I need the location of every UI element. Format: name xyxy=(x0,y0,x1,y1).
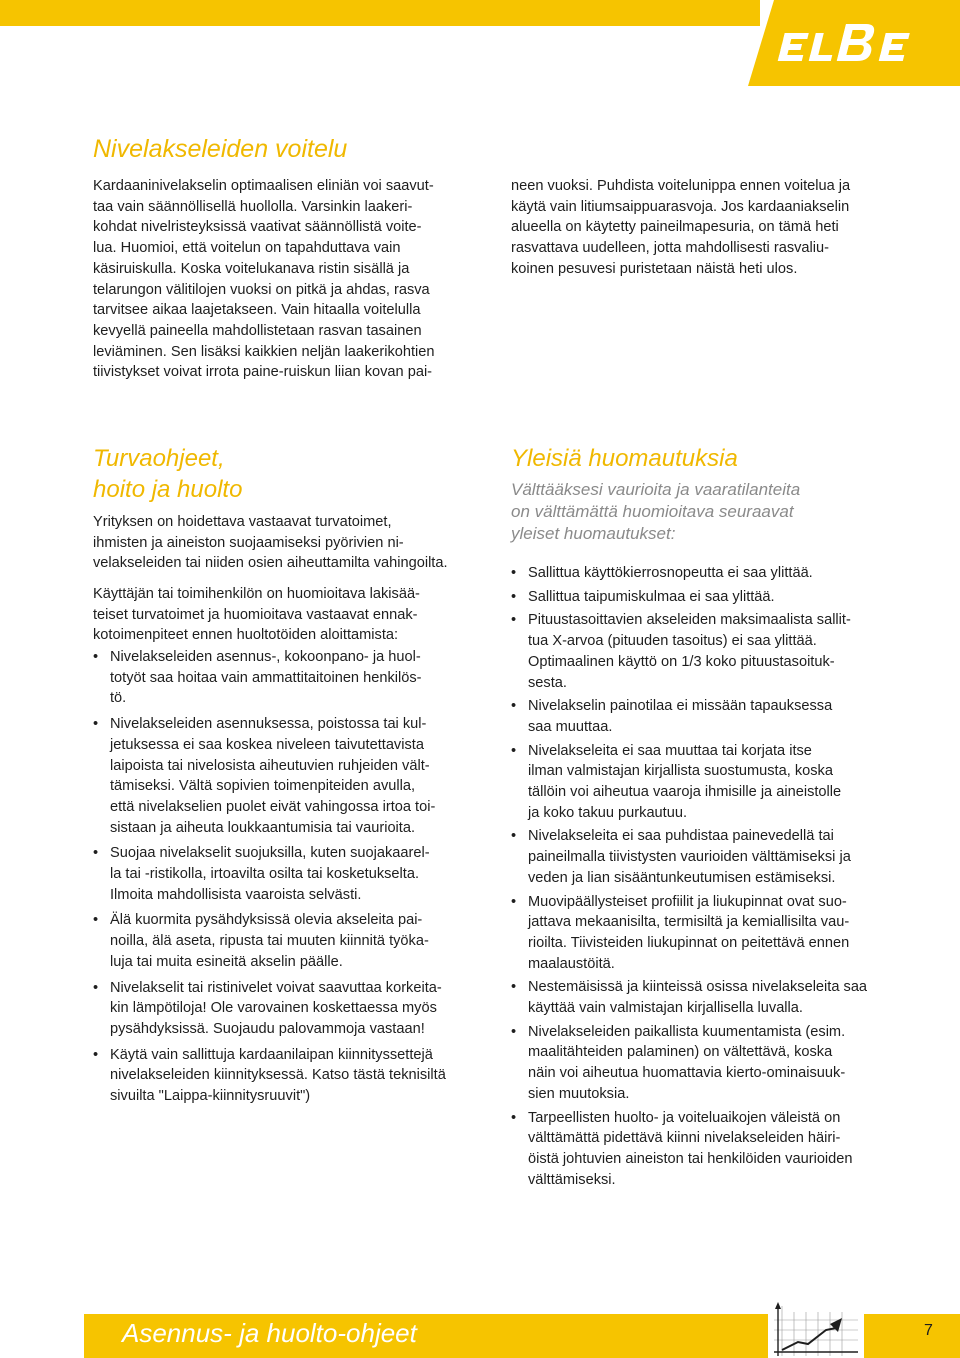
text-line: sistaan ja aiheuta loukkaantumisia tai vaurioita. xyxy=(110,819,416,836)
text-line: paineilmalla tiivistysten vaurioiden välttämiseksi ja xyxy=(528,849,851,866)
voitelu-text-right xyxy=(511,176,891,280)
text-line: • Sallittua taipumiskulmaa ei saa ylittää. xyxy=(528,588,775,605)
text-line: • Nivelakseleita ei saa muuttaa tai korjata itse xyxy=(528,742,812,759)
text-line: Kardaaninivelakselin optimaalisen eliniän voi saavut- xyxy=(93,178,434,194)
text-line: veden ja lian sisääntunkeutumisen estämiseksi. xyxy=(528,869,836,886)
text-line: sien muutoksia. xyxy=(528,1085,630,1102)
text-line: alueella on käytetty paineilmapesuria, on tämä heti xyxy=(511,219,839,236)
text-line: • Tarpeellisten huolto- ja voiteluaikojen väleistä on xyxy=(528,1109,841,1126)
text-line: saa muuttaa. xyxy=(528,718,613,735)
text-line: • Nivelakseleiden paikallista kuumentamista (esim. xyxy=(528,1023,846,1040)
text-line: lua. Huomioi, että voitelun on tapahduttava vain xyxy=(93,240,401,257)
text-line: tarvitsee aikaa laajetakseen. Vain hitaalla voitelulla xyxy=(93,302,421,319)
text-line: käytä vain litiumsaippuarasvoja. Jos kardaaniakselin xyxy=(511,198,850,215)
text-line: kevyellä paineella mahdollistetaan rasvan tasainen xyxy=(93,322,422,339)
turvaohjeet-paragraph xyxy=(93,584,481,646)
page-number: 7 xyxy=(924,1322,933,1339)
list-item xyxy=(511,1022,883,1105)
text-line: tiivistykset voivat irrota paine-ruiskun liian kovan pai- xyxy=(93,364,433,381)
list-item xyxy=(93,910,481,972)
text-line: ilman valmistajan kirjallista suostumusta, koska xyxy=(528,763,833,780)
text-line: jattava mekaanisilta, termisiltä ja kemiallisilta vau- xyxy=(528,914,850,931)
text-line: tällöin voi aiheutua vaaroja ihmisille ja aineistolle xyxy=(528,784,842,801)
text-line: taa vain säännöllisellä huollolla. Varsinkin laakeri- xyxy=(93,198,413,215)
text-line: pysähdyksissä. Suojaudu palovammoja vastaan! xyxy=(110,1020,425,1037)
list-item xyxy=(511,741,883,824)
list-item xyxy=(511,587,883,608)
text-line: telarungon välitilojen vuoksi on pitkä ja ahdas, rasva xyxy=(93,281,430,298)
list-item xyxy=(511,1108,883,1191)
list-item xyxy=(93,647,481,709)
text-line: välttämiseksi. xyxy=(528,1171,616,1188)
text-line: • Nestemäisissä ja kiinteissä osissa nivelakseleita saa xyxy=(528,979,868,996)
text-line: velakseleiden tai niiden osien aiheuttamilta vahingoilta. xyxy=(93,555,448,572)
elbe-logo xyxy=(748,0,960,86)
title-line: Turvaohjeet, xyxy=(93,445,225,472)
text-line: jetuksessa ei saa koskea niveleen taivutettavista xyxy=(110,736,424,753)
text-line: käsiruiskulla. Koska voitelukanava ristin sisällä ja xyxy=(93,260,410,277)
section-title-voitelu: Nivelakseleiden voitelu xyxy=(93,135,348,163)
text-line: sesta. xyxy=(528,674,567,691)
yleisia-subtitle xyxy=(511,479,891,545)
text-line: maalaustöitä. xyxy=(528,955,615,972)
text-line: Optimaalinen käyttö on 1/3 koko pituustasoituk- xyxy=(528,653,835,670)
list-item xyxy=(511,696,883,737)
text-line: kin lämpötiloja! Ole varovainen koskettaessa myös xyxy=(110,1000,437,1017)
turvaohjeet-bullet-list xyxy=(93,647,481,1107)
text-line: Yrityksen on hoidettava vastaavat turvatoimet, xyxy=(93,514,392,530)
footer-title: Asennus- ja huolto-ohjeet xyxy=(122,1318,417,1348)
growth-chart-icon xyxy=(768,1300,864,1358)
turvaohjeet-intro xyxy=(93,512,481,574)
text-line: öistä johtuvien aineiston tai henkilöiden vaurioiden xyxy=(528,1150,853,1167)
text-line: rasvattava uudelleen, jotta mahdollisesti rasvaliu- xyxy=(511,240,829,257)
text-line: näin voi aiheutua huomattavia kierto-ominaisuuk- xyxy=(528,1065,846,1082)
text-line: laipoista tai nivelosista aiheutuvien ruhjeiden vält- xyxy=(110,757,430,774)
text-line: • Pituustasoittavien akseleiden maksimaalista sallit- xyxy=(528,612,851,629)
section-title-turvaohjeet xyxy=(93,443,242,505)
list-item xyxy=(93,843,481,905)
text-line: ihmisten ja aineiston suojaamiseksi pyörivien ni- xyxy=(93,534,404,551)
list-item xyxy=(511,892,883,975)
title-line: hoito ja huolto xyxy=(93,476,243,503)
text-line: tö. xyxy=(110,690,127,707)
text-line: ja koko takuu purkautuu. xyxy=(528,804,688,821)
text-line: rioilta. Tiivisteiden liukupinnat on peitettävä ennen xyxy=(528,934,850,951)
text-line: nivelakseleiden kiinnityksessä. Katso tästä teknisiltä xyxy=(110,1067,446,1084)
text-line: maalitähteiden palaminen) on vältettävä, koska xyxy=(528,1044,833,1061)
text-line: • Käytä vain sallittuja kardaanilaipan kiinnityssettejä xyxy=(110,1046,433,1063)
voitelu-text-left xyxy=(93,176,481,383)
text-line: neen vuoksi. Puhdista voitelunippa ennen voitelua ja xyxy=(511,178,851,194)
subtitle-line: Välttääksesi vaurioita ja vaaratilanteita xyxy=(511,480,801,499)
section-title-yleisia: Yleisiä huomautuksia xyxy=(511,445,738,472)
header-yellow-bar xyxy=(0,0,760,26)
svg-text:ELBE: ELBE xyxy=(748,0,751,1)
list-item xyxy=(93,1045,481,1107)
text-line: luja tai muita esineitä akselin päälle. xyxy=(110,953,343,970)
text-line: • Nivelakselin painotilaa ei missään tapauksessa xyxy=(528,698,833,715)
text-line: käyttää vain valmistajan kirjallisella luvalla. xyxy=(528,1000,803,1017)
list-item xyxy=(93,714,481,838)
text-line: tämiseksi. Vältä sopivien toimenpiteiden avulla, xyxy=(110,778,416,795)
yleisia-bullet-list xyxy=(511,563,883,1190)
text-line: la tai -ristikolla, irtoavilta osilta tai kosketukselta. xyxy=(110,866,420,883)
list-item xyxy=(511,563,883,584)
list-item xyxy=(93,978,481,1040)
text-line: leviäminen. Sen lisäksi kaikkien neljän laakerikohtien xyxy=(93,343,435,360)
text-line: • Nivelakseleiden asennuksessa, poistossa tai kul- xyxy=(110,716,427,733)
text-line: Käyttäjän tai toimihenkilön on huomioitava lakisää- xyxy=(93,586,420,602)
text-line: sivuilta "Laippa-kiinnitysruuvit") xyxy=(110,1088,311,1105)
subtitle-line: on välttämättä huomioitava seuraavat xyxy=(511,502,794,521)
text-line: kotoimenpiteet ennen huoltotöiden aloittamista: xyxy=(93,627,399,644)
text-line: että nivelakselien puolet eivät vahingossa irtoa toi- xyxy=(110,798,436,815)
text-line: noilla, älä aseta, ripusta tai muuten kiinnitä työka- xyxy=(110,933,429,950)
text-line: • Nivelakseleiden asennus-, kokoonpano- ja huol- xyxy=(110,649,421,665)
text-line: koinen pesuvesi puristetaan näistä heti ulos. xyxy=(511,260,798,277)
text-line: teiset turvatoimet ja huomioitava vastaavat ennak- xyxy=(93,606,418,623)
text-line: Ilmoita mahdollisista vaaroista selvästi. xyxy=(110,886,362,903)
subtitle-line: yleiset huomautukset: xyxy=(511,524,676,543)
list-item xyxy=(511,826,883,888)
text-line: välttämättä pidettävä kiinni nivelakseleiden häiri- xyxy=(528,1130,841,1147)
text-line: • Nivelakselit tai ristinivelet voivat saavuttaa korkeita- xyxy=(110,979,442,996)
text-line: • Sallittua käyttökierrosnopeutta ei saa ylittää. xyxy=(528,565,813,581)
text-line: tua X-arvoa (pituuden tasoitus) ei saa ylittää. xyxy=(528,633,817,650)
list-item xyxy=(511,610,883,693)
text-line: • Nivelakseleita ei saa puhdistaa painevedellä tai xyxy=(528,828,834,845)
list-item xyxy=(511,977,883,1018)
text-line: • Muovipäällysteiset profiilit ja liukupinnat ovat suo- xyxy=(528,893,847,910)
text-line: • Älä kuormita pysähdyksissä olevia akseleita pai- xyxy=(110,912,423,929)
text-line: kohdat nivelristeyksissä vaativat säännöllistä voite- xyxy=(93,219,422,236)
text-line: totyöt saa hoitaa vain ammattitaitoinen henkilös- xyxy=(110,669,422,686)
text-line: • Suojaa nivelakselit suojuksilla, kuten suojakaarel- xyxy=(110,845,430,862)
